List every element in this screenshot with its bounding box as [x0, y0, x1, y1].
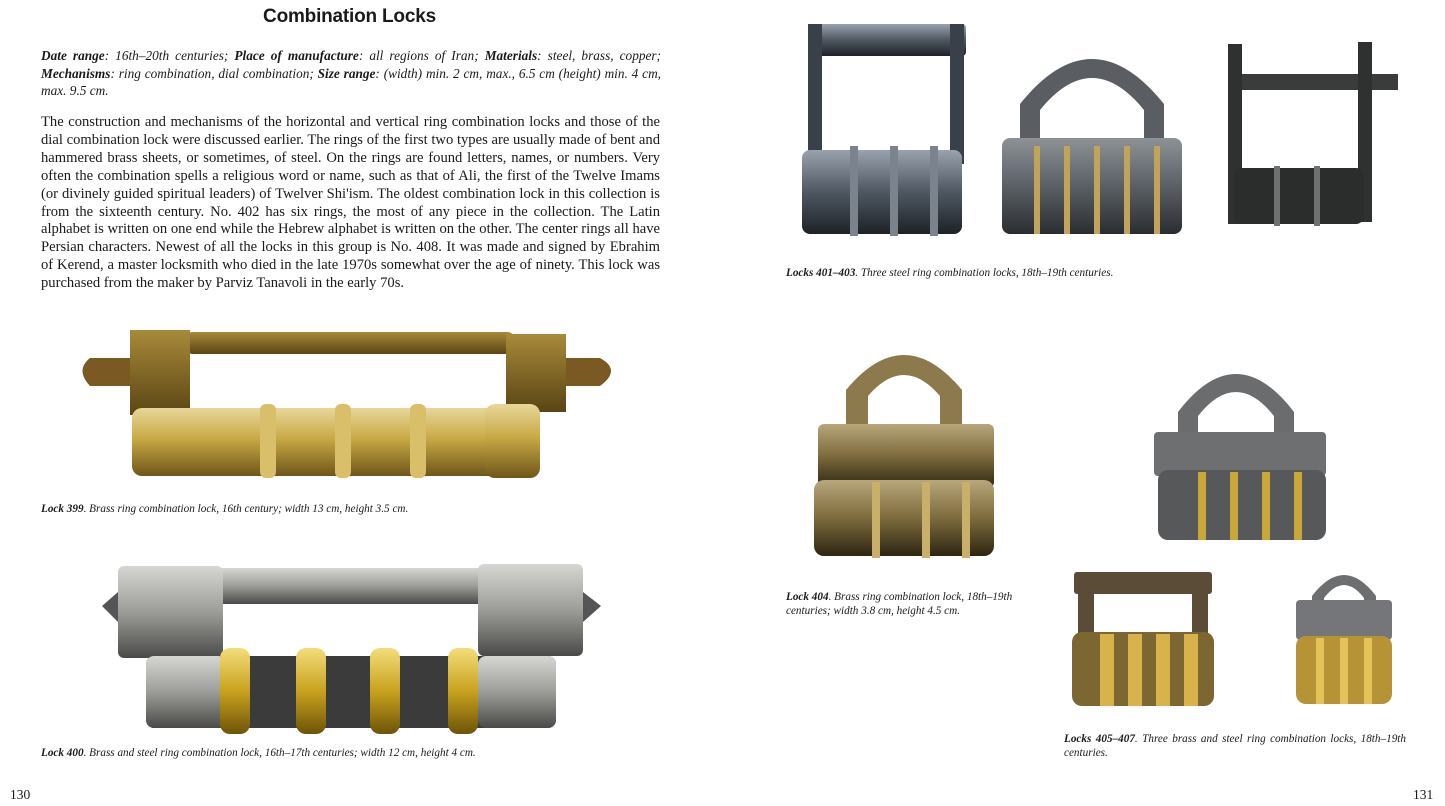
lock-403-image — [1224, 40, 1400, 230]
caption-locks-405-407-text: . Three brass and steel ring combination locks, 18th–19th centuries. — [1064, 733, 1406, 759]
lock-404-image — [812, 350, 998, 560]
lock-406-image — [1070, 568, 1216, 708]
materials-value: : steel, brass, copper; — [537, 48, 661, 63]
caption-lock-400 — [41, 746, 476, 760]
lock-400-image — [98, 562, 604, 734]
lock-402-image — [1000, 34, 1184, 236]
date-range-value: : 16th–20th centuries; — [104, 48, 235, 63]
caption-lock-399-label: Lock 399 — [41, 503, 84, 515]
caption-lock-399 — [41, 502, 408, 516]
caption-lock-400-label: Lock 400 — [41, 747, 84, 759]
place-label: Place of manufacture — [234, 48, 359, 63]
page-title: Combination Locks — [263, 6, 436, 27]
date-range-label: Date range — [41, 48, 105, 63]
page-number-right: 131 — [1413, 787, 1434, 802]
size-range-value: : (width) min. 2 cm, max., 6.5 cm (height) min. 4 cm, max. 9.5 cm. — [41, 65, 661, 98]
materials-label: Materials — [484, 48, 538, 63]
mechanisms-label: Mechanisms — [41, 65, 111, 81]
lock-407-image — [1292, 566, 1396, 708]
mechanisms-value: : ring combination, dial combination; — [110, 65, 318, 81]
specs-paragraph — [41, 47, 661, 100]
size-range-label: Size range — [317, 65, 376, 81]
caption-locks-401-403-text: . Three steel ring combination locks, 18th–19th centuries. — [855, 267, 1114, 279]
caption-locks-401-403 — [786, 266, 1113, 280]
body-paragraph: The construction and mechanisms of the horizontal and vertical ring combination locks and those of the dial combination lock were discussed earlier. The rings of the first two types are usually made of bent and hammered brass sheets, or sometimes, of steel. On the rings are found letters, names, or numbers. Very often the combination spells a religious word or name, such as that of Ali, the first of the Twelve Imams (or divinely guided spiritual leaders) of Twelver Shi'ism. The oldest combination lock in this collection is from the sixteenth century. No. 402 has six rings, the most of any piece in the collection. The Latin alphabet is written on one end while the Hebrew alphabet is written on the other. The center rings all have Persian characters. Newest of all the locks in this group is No. 408. It was made and signed by Ebrahim of Kerend, a master locksmith who died in the late 1970s somewhat over the age of ninety. This lock was purchased from the maker by Parviz Tanavoli in the early 70s. — [41, 114, 660, 292]
caption-lock-404 — [786, 590, 1046, 618]
lock-401-image — [800, 22, 968, 236]
caption-lock-399-text: . Brass ring combination lock, 16th century; width 13 cm, height 3.5 cm. — [83, 503, 409, 515]
caption-locks-401-403-label: Locks 401–403 — [786, 267, 856, 279]
lock-399-image — [70, 328, 626, 480]
caption-lock-400-text: . Brass and steel ring combination lock, 16th–17th centuries; width 12 cm, height 4 cm. — [83, 747, 476, 759]
caption-lock-404-label: Lock 404 — [786, 591, 829, 603]
caption-locks-405-407-label: Locks 405–407 — [1064, 733, 1135, 745]
page-number-left: 130 — [10, 787, 31, 802]
caption-locks-405-407 — [1064, 732, 1406, 760]
caption-lock-404-text: . Brass ring combination lock, 18th–19th centuries; width 3.8 cm, height 4.5 cm. — [786, 591, 1013, 617]
lock-405-image — [1150, 362, 1330, 542]
place-value: : all regions of Iran; — [358, 48, 485, 63]
